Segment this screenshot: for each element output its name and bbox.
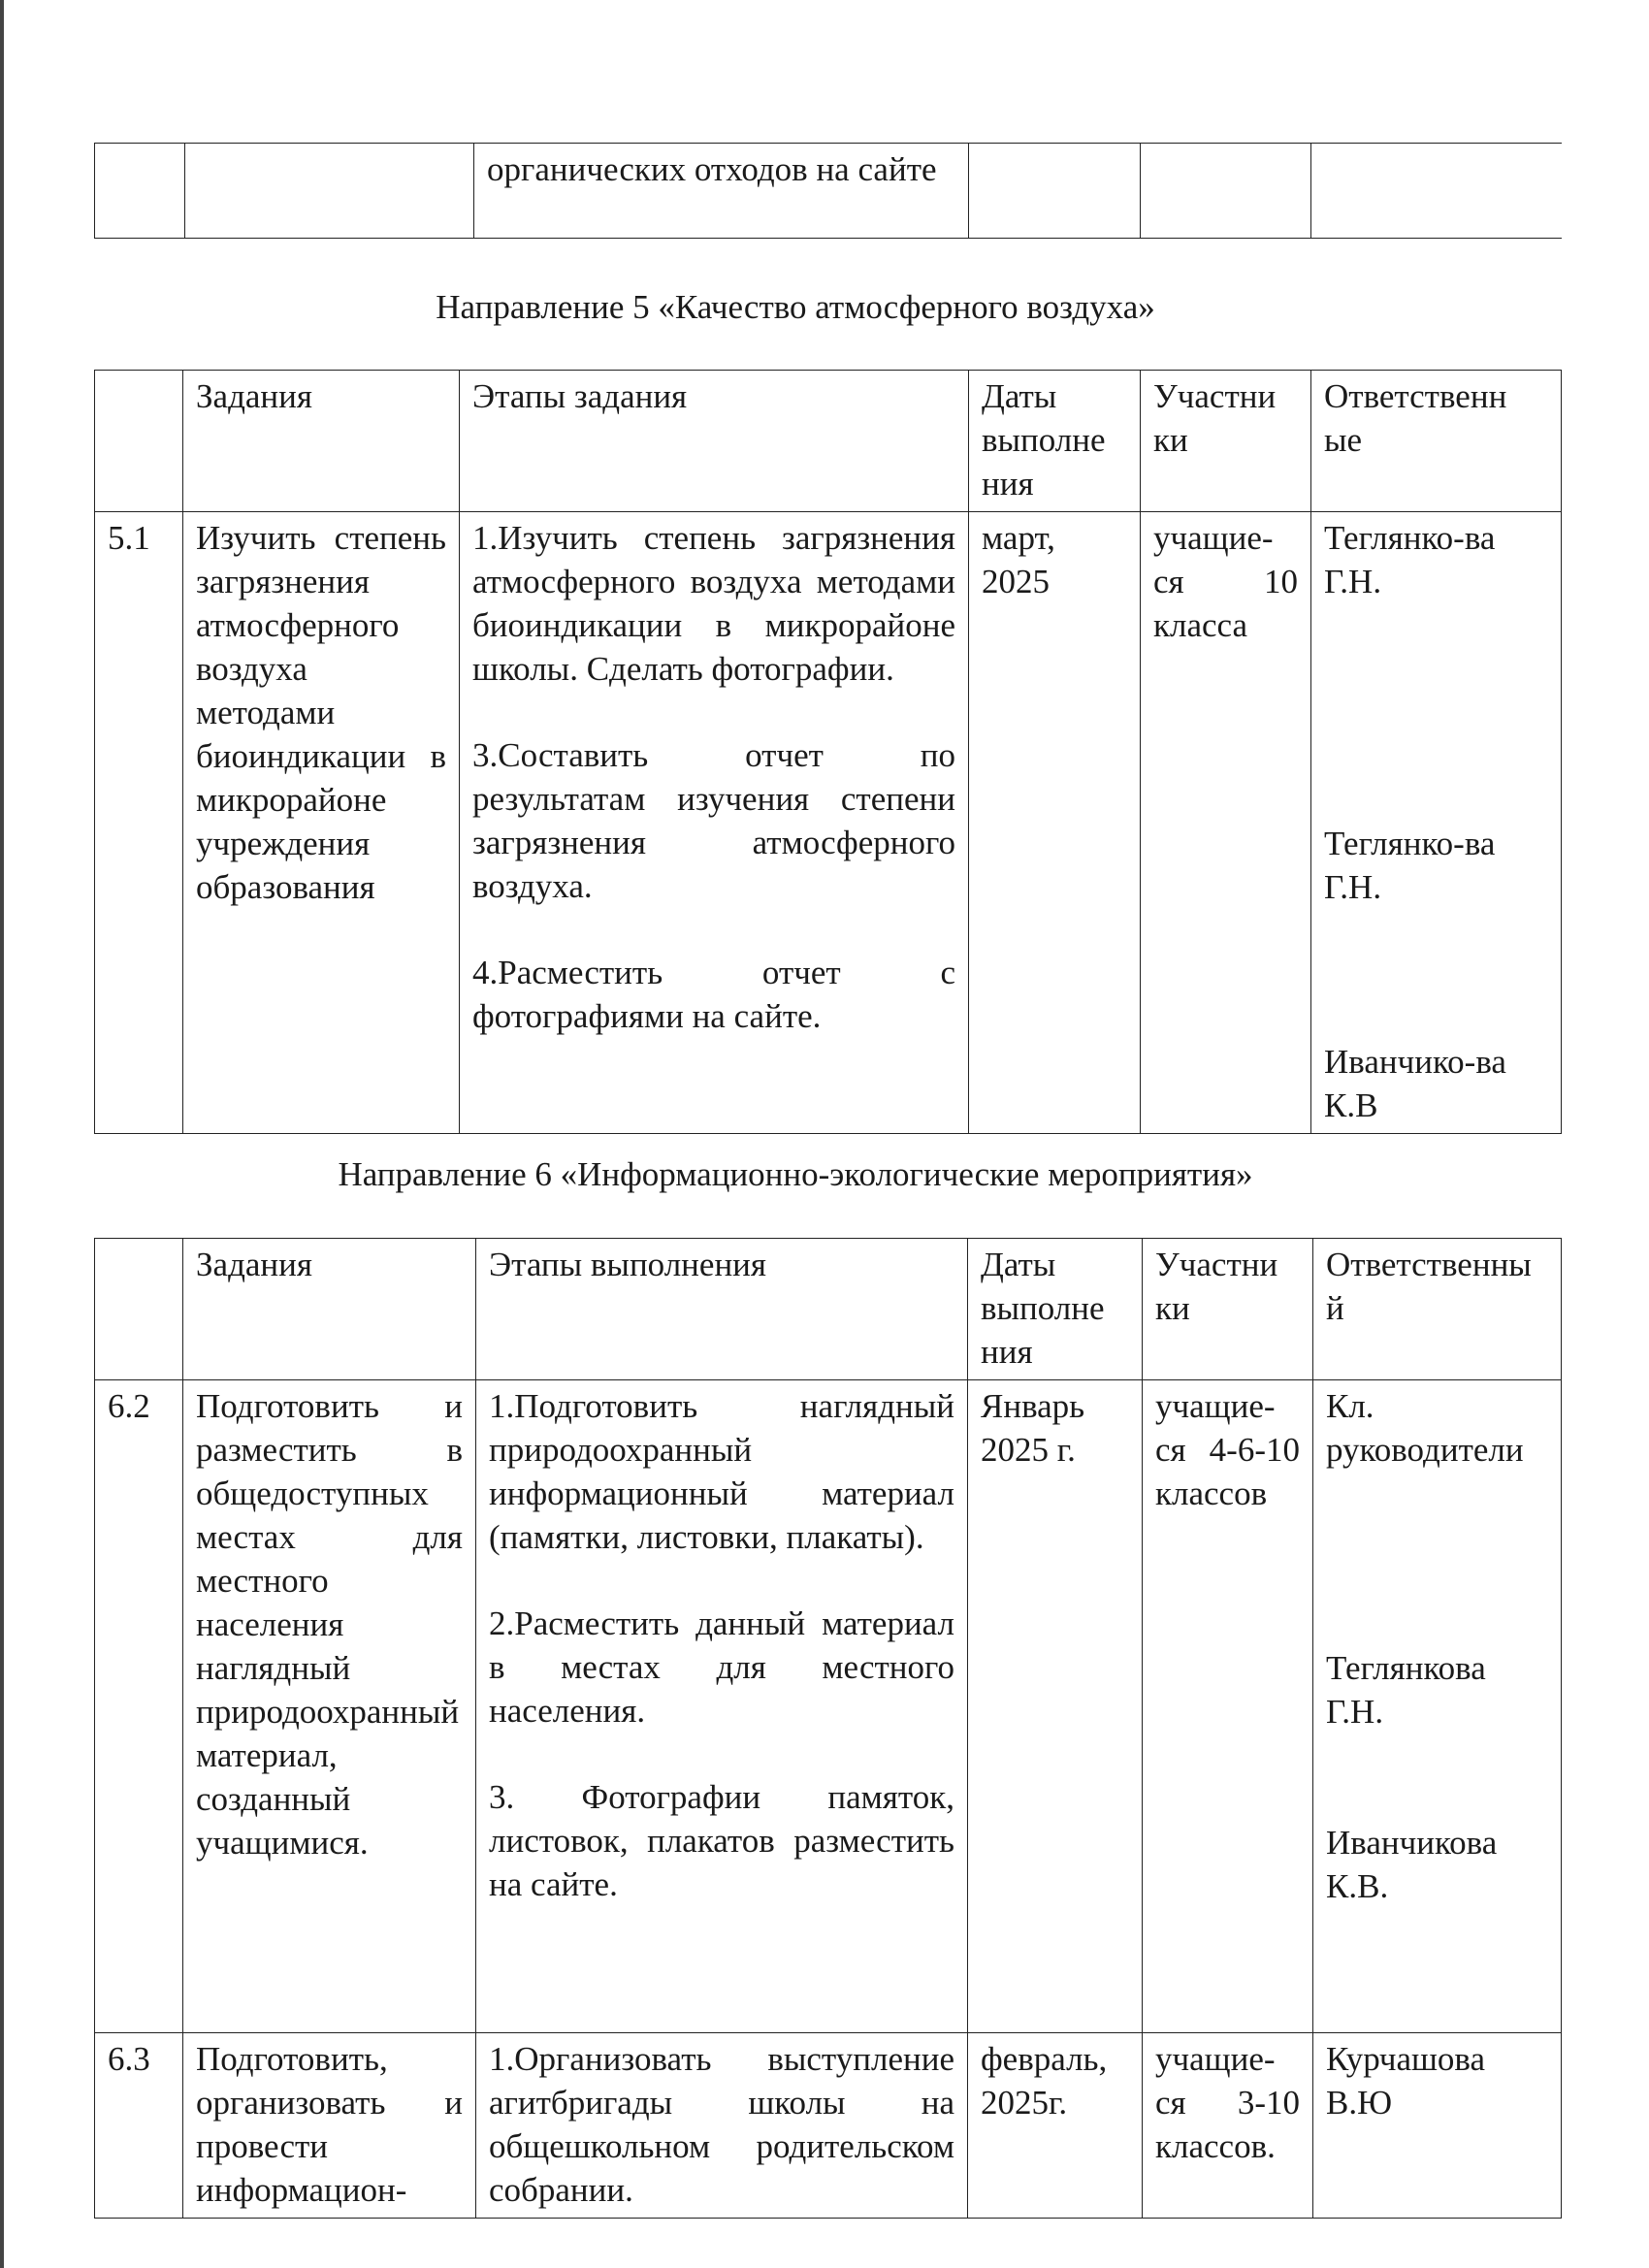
date-cell: Январь 2025 г. bbox=[968, 1380, 1143, 2033]
row-number: 6.3 bbox=[95, 2033, 183, 2219]
cell-empty bbox=[95, 144, 185, 239]
table-header-row bbox=[95, 1239, 1562, 1380]
cell-empty bbox=[969, 144, 1141, 239]
section-5-heading: Направление 5 «Качество атмосферного воздуха» bbox=[436, 288, 1155, 326]
stage-cell: органических отходов на сайте bbox=[474, 144, 969, 239]
cell-empty bbox=[185, 144, 474, 239]
cell-empty bbox=[1311, 144, 1562, 239]
responsible-item: Теглянкова Г.Н. bbox=[1326, 1649, 1486, 1731]
responsible-item: Теглянко-ва Г.Н. bbox=[1324, 519, 1496, 600]
responsible-item: Теглянко-ва Г.Н. bbox=[1324, 825, 1496, 906]
stages-cell bbox=[460, 512, 969, 1134]
stage-item: 3. Фотографии памяток, листовок, плакатов разместить на сайте. bbox=[489, 1778, 954, 1903]
stage-item: 3.Составить отчет по результатам изучения степени загрязнения атмосферного воздуха. bbox=[472, 736, 955, 905]
stage-item: 1.Изучить степень загрязнения атмосферного воздуха методами биоиндикации в микрорайоне школы. Сделать фотографии. bbox=[472, 519, 955, 688]
participants-cell: учащие-ся 3-10 классов. bbox=[1143, 2033, 1313, 2219]
date-cell: февраль, 2025г. bbox=[968, 2033, 1143, 2219]
responsible-cell bbox=[1313, 1380, 1562, 2033]
row-number: 6.2 bbox=[95, 1380, 183, 2033]
date-cell: март, 2025 bbox=[969, 512, 1141, 1134]
table-row bbox=[95, 2033, 1562, 2219]
responsible-item: Кл. руководители bbox=[1326, 1387, 1524, 1469]
header-participants: Участни ки bbox=[1141, 371, 1311, 512]
header-participants: Участни ки bbox=[1143, 1239, 1313, 1380]
header-num bbox=[95, 371, 183, 512]
task-cell: Подготовить и разместить в общедоступных местах для местного населения наглядный природоохранный материал, созданный учащимися. bbox=[183, 1380, 476, 2033]
stages-cell bbox=[476, 2033, 968, 2219]
table-row bbox=[95, 1380, 1562, 2033]
header-stages: Этапы выполнения bbox=[476, 1239, 968, 1380]
stages-cell bbox=[476, 1380, 968, 2033]
responsible-item: Иванчикова К.В. bbox=[1326, 1824, 1498, 1905]
section-6-table bbox=[94, 1238, 1562, 2219]
header-responsible: Ответственн ые bbox=[1311, 371, 1562, 512]
stage-item: 1.Организовать выступление агитбригады школы на общешкольном родительском собрании. bbox=[489, 2040, 954, 2209]
responsible-item: Курчашова В.Ю bbox=[1326, 2040, 1486, 2122]
participants-cell: учащие-ся 10 класса bbox=[1141, 512, 1311, 1134]
task-cell: Изучить степень загрязнения атмосферного воздуха методами биоиндикации в микрорайоне учреждения образования bbox=[183, 512, 460, 1134]
header-task: Задания bbox=[183, 371, 460, 512]
table-row bbox=[95, 144, 1562, 239]
header-dates: Даты выполне ния bbox=[968, 1239, 1143, 1380]
cell-empty bbox=[1141, 144, 1311, 239]
header-num bbox=[95, 1239, 183, 1380]
header-stages: Этапы задания bbox=[460, 371, 969, 512]
section-5-table bbox=[94, 370, 1562, 1134]
header-dates: Даты выполне ния bbox=[969, 371, 1141, 512]
table-row bbox=[95, 512, 1562, 1134]
header-task: Задания bbox=[183, 1239, 476, 1380]
stage-item: 4.Расместить отчет с фотографиями на сайте. bbox=[472, 954, 955, 1035]
stage-item: 1.Подготовить наглядный природоохранный информационный материал (памятки, листовки, плакаты). bbox=[489, 1387, 954, 1556]
row-number: 5.1 bbox=[95, 512, 183, 1134]
table-header-row bbox=[95, 371, 1562, 512]
responsible-cell bbox=[1313, 2033, 1562, 2219]
participants-cell: учащие-ся 4-6-10 классов bbox=[1143, 1380, 1313, 2033]
header-responsible: Ответственны й bbox=[1313, 1239, 1562, 1380]
stage-item: 2.Расместить данный материал в местах для местного населения. bbox=[489, 1604, 954, 1730]
task-cell: Подготовить, организовать и провести информацион- bbox=[183, 2033, 476, 2219]
continuation-table bbox=[94, 143, 1562, 239]
scan-edge bbox=[0, 0, 4, 2268]
responsible-item: Иванчико-ва К.В bbox=[1324, 1043, 1506, 1124]
section-6-heading: Направление 6 «Информационно-экологические мероприятия» bbox=[338, 1155, 1253, 1193]
responsible-cell bbox=[1311, 512, 1562, 1134]
